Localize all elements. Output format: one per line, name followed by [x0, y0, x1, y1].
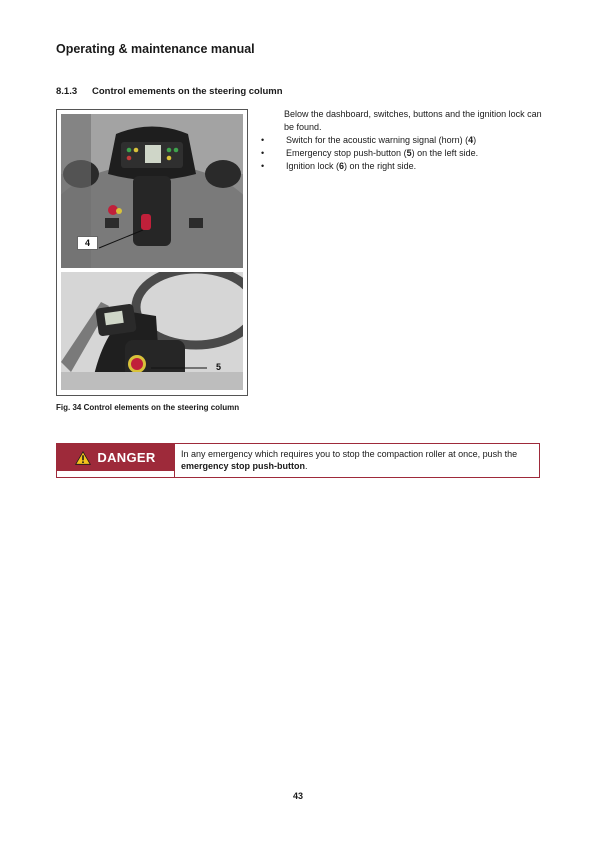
section-heading	[56, 86, 283, 97]
intro-paragraph: Below the dashboard, switches, buttons and the ignition lock can be found.	[284, 109, 542, 132]
control-list	[258, 134, 548, 173]
callout-5: 5	[216, 362, 222, 372]
section-number: 8.1.3	[56, 86, 78, 97]
figure-caption: Fig. 34 Control elements on the steering column	[56, 403, 240, 412]
body-text	[258, 108, 548, 173]
figure-frame	[56, 109, 248, 396]
bullet-icon: •	[261, 135, 265, 145]
steering-wheel-photo	[61, 272, 243, 390]
bullet-icon: •	[261, 161, 265, 171]
list-item: • Emergency stop push-button (5) on the left side.	[261, 148, 479, 158]
danger-notice	[56, 443, 540, 478]
document-title: Operating & maintenance manual	[56, 42, 255, 56]
danger-message: In any emergency which requires you to stop the compaction roller at once, push the emergency stop push-button.	[174, 444, 539, 477]
steering-column-photo	[61, 114, 243, 268]
bullet-icon: •	[261, 148, 265, 158]
list-item: • Ignition lock (6) on the right side.	[261, 161, 417, 171]
danger-label: DANGER	[97, 450, 156, 465]
danger-label-box	[57, 444, 174, 477]
section-title: Control emements on the steering column	[92, 86, 283, 97]
list-item: • Switch for the acoustic warning signal (horn) (4)	[261, 135, 477, 145]
page-number: 43	[292, 791, 303, 801]
warning-triangle-icon	[75, 451, 91, 465]
callout-4: 4	[77, 236, 98, 250]
